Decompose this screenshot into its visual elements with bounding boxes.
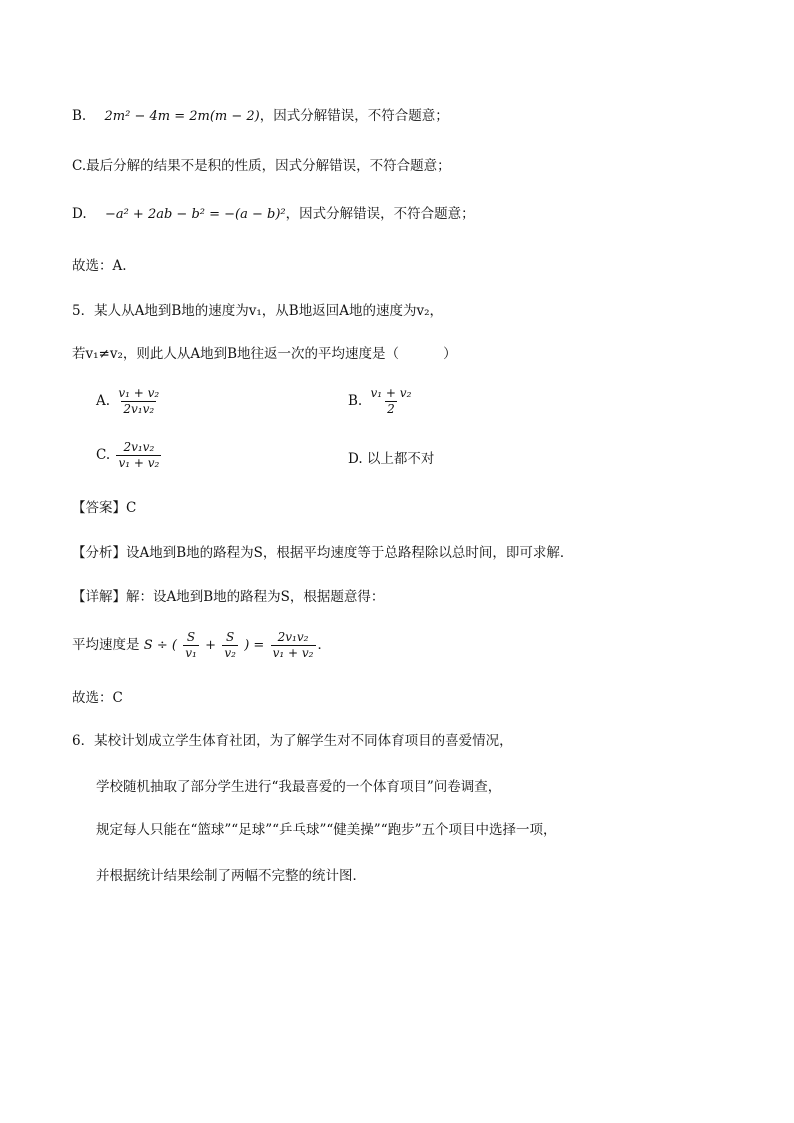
numerator: v₁ + v₂ (370, 386, 412, 400)
question-5-line-2 (72, 344, 457, 364)
denominator: v₁ + v₂ (272, 646, 314, 660)
fraction (222, 630, 238, 661)
option-label: B. (348, 393, 363, 409)
question-text: 若v₁≠v₂，则此人从A地到B地往返一次的平均速度是（ (72, 346, 400, 362)
numerator: v₁ + v₂ (118, 386, 160, 400)
detail: 【详解】解：设A地到B地的路程为S，根据题意得： (72, 589, 385, 605)
choose-c: 故选：C (72, 690, 123, 706)
fraction (116, 386, 161, 417)
option-d-explanation (72, 204, 475, 225)
explanation-text: ，因式分解错误，不符合题意； (285, 206, 475, 222)
fraction (183, 630, 199, 661)
plus-sign: + (205, 638, 217, 653)
option-label: C. (96, 447, 111, 463)
option-label: D. (72, 206, 87, 222)
math-expression: S ÷ ( (143, 638, 177, 653)
fraction (271, 630, 316, 661)
option-a (96, 386, 163, 417)
numerator: S (226, 630, 235, 644)
question-6-line-3: 规定每人只能在“篮球”“足球”“乒乓球”“健美操”“跑步”五个项目中选择一项， (96, 822, 557, 838)
question-6-line-2: 学校随机抽取了部分学生进行“我最喜爱的一个体育项目”问卷调查， (96, 779, 502, 795)
math-expression: 2m² − 4m = 2m(m − 2) (104, 109, 260, 124)
option-c (96, 440, 163, 471)
denominator: v₁ + v₂ (118, 456, 160, 470)
denominator: v₁ (185, 646, 197, 660)
choose-a: 故选：A. (72, 258, 127, 274)
derivation-prefix: 平均速度是 (72, 637, 140, 653)
period: ． (317, 637, 331, 653)
numerator: 2v₁v₂ (123, 440, 155, 454)
question-6-line-1: 6．某校计划成立学生体育社团，为了解学生对不同体育项目的喜爱情况， (72, 733, 513, 749)
option-c-explanation: C.最后分解的结果不是积的性质，因式分解错误，不符合题意； (72, 158, 451, 174)
question-6-line-4: 并根据统计结果绘制了两幅不完整的统计图． (96, 868, 366, 884)
option-d: D. 以上都不对 (348, 451, 435, 467)
question-5-line-1: 5．某人从A地到B地的速度为v₁，从B地返回A地的速度为v₂， (72, 303, 444, 319)
numerator: 2v₁v₂ (277, 630, 309, 644)
denominator: 2 (387, 402, 395, 416)
option-b (348, 386, 415, 417)
closing-paren: ） (443, 346, 457, 362)
option-label: B. (72, 108, 87, 124)
denominator: 2v₁v₂ (123, 402, 155, 416)
option-label: A. (96, 393, 111, 409)
fraction (369, 386, 414, 417)
average-speed-derivation (72, 628, 331, 663)
explanation-text: ，因式分解错误，不符合题意； (259, 108, 449, 124)
answer: 【答案】C (72, 500, 137, 516)
math-expression: ) = (244, 638, 265, 653)
analysis: 【分析】设A地到B地的路程为S，根据平均速度等于总路程除以总时间，即可求解． (72, 545, 574, 561)
denominator: v₂ (224, 646, 236, 660)
option-b-explanation (72, 106, 449, 127)
numerator: S (186, 630, 196, 644)
fraction (116, 440, 161, 471)
math-expression: −a² + 2ab − b² = −(a − b)² (104, 207, 286, 222)
